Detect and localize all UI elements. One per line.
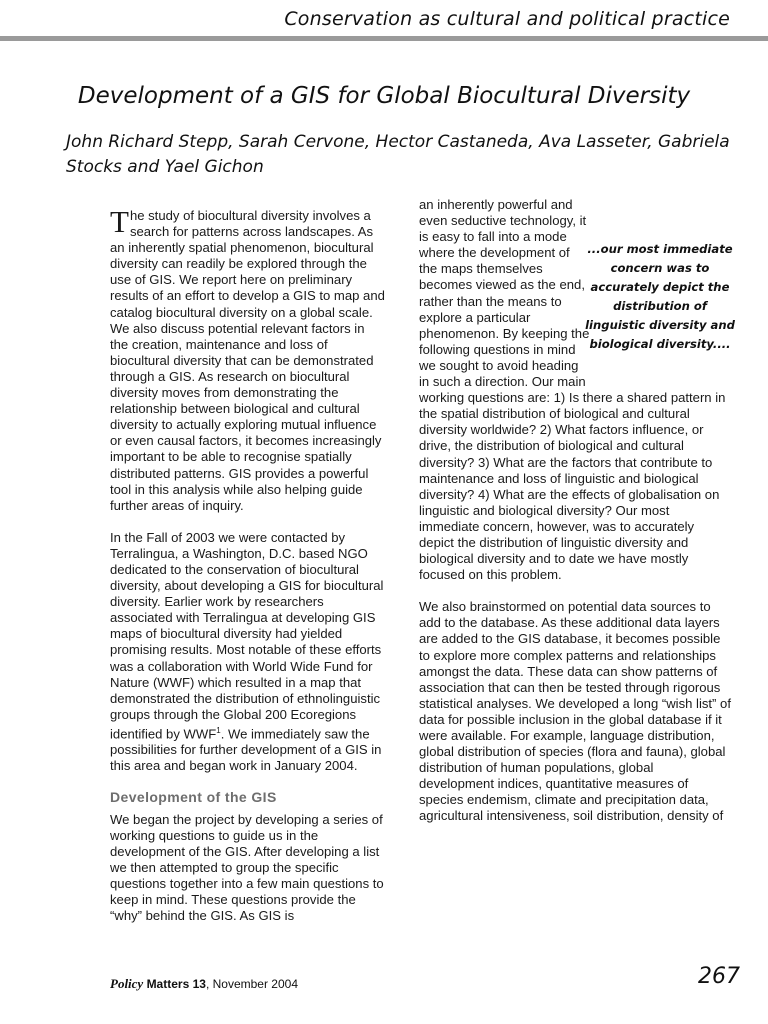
intro-text: he study of biocultural diversity involves a search for patterns across landscapes. As an inherently spatial phenomenon, biocultural diversity can readily be explored through the use of GIS. We report here on preliminary results of an effort to develop a GIS to map and catalog biocultural diversity on a global scale. We also discuss potential relevant factors in the creation, maintenance and loss of biocultural diversity that can be demonstrated through a GIS. As research on biocultural diversity moves from demonstrating the relationship between biological and cultural diversity to actually exploring mutual influence or even causal factors, it becomes increasingly important to be able to recognise spatially distributed patterns. GIS provides a powerful tool in this analysis while also helping guide further areas of inquiry.: [110, 208, 385, 513]
header-rule: [0, 36, 768, 41]
pull-quote: ...our most immediate concern was to accurately depict the distribution of linguistic diversity and biological diversity....: [585, 242, 735, 351]
development-paragraph-continued: an inherently powerful and even seductive technology, it is easy to fall into a mode where the development of the maps themselves becomes viewed as the end, rather than the means to explore a particular phenomenon. By keeping the following questions in mind we sought to avoid heading in such a direction. Our main working questions are: 1) Is there a shared pattern in the spatial distribution of biological and cultural diversity worldwide? 2) What factors influence, or drive, the distribution of biological and cultural diversity? 3) What are the factors that contribute to maintenance and loss of linguistic and biological diversity? 4) What are the effects of globalisation on linguistic and biological diversity? Our most immediate concern, however, was to accurately depict the distribution of linguistic diversity and biological diversity and to date we have mostly focused on this problem.: [419, 197, 726, 583]
drop-cap: T: [110, 204, 129, 239]
publication-name-bold: Matters: [146, 977, 190, 991]
issue-date: , November 2004: [205, 977, 299, 991]
fall-2003-text-a: In the Fall of 2003 we were contacted by Terralingua, a Washington, D.C. based NGO dedicated to the conservation of biocultural diversity, about developing a GIS for biocultural diversity. Earlier work by researchers associated with Terralingua at developing GIS maps of biocultural diversity had yielded promising results. Most notable of these efforts was a collaboration with World Wide Fund for Nature (WWF) which resulted in a map that demonstrated the distribution of ethnolinguistic groups through the Global 200 Ecoregions identified by WWF: [110, 529, 384, 742]
development-paragraph-start: We began the project by developing a series of working questions to guide us in the development of the GIS. After developing a list we then attempted to group the specific questions together into a few main questions to keep in mind. These questions provide the “why” behind the GIS. As GIS is: [110, 811, 384, 924]
article-authors: John Richard Stepp, Sarah Cervone, Hector Castaneda, Ava Lasseter, Gabriela Stocks and Yael Gichon: [66, 132, 730, 177]
data-sources-paragraph: We also brainstormed on potential data sources to add to the database. As these additional data layers are added to the GIS database, it becomes possible to explore more complex patterns and relationships amongst the data. These data can show patterns of association that can then be tested through rigorous statistical analyses. We developed a long “wish list” of data for possible inclusion in the global database if it were available. For example, language distribution, global distribution of species (flora and fauna), global distribution of human populations, global development indices, quantitative measures of species endemism, climate and precipitation data, agricultural intensiveness, soil distribution, density of: [419, 599, 731, 824]
fall-2003-text-b: . We immediately saw the possibilities for further development of a GIS in this area and began work in January 2004.: [110, 726, 382, 774]
fall-2003-paragraph: [110, 530, 386, 775]
footnote-marker: 1: [216, 725, 221, 735]
footer-publication: [110, 976, 298, 992]
page-number: 267: [698, 964, 740, 989]
issue-number: 13: [192, 977, 206, 991]
article-title: Development of a GIS for Global Biocultural Diversity: [77, 83, 691, 109]
left-column: [110, 204, 386, 924]
intro-paragraph: [110, 204, 386, 514]
publication-name-italic: Policy: [110, 976, 144, 991]
running-title: Conservation as cultural and political practice: [284, 8, 730, 30]
section-heading: Development of the GIS: [110, 788, 277, 805]
